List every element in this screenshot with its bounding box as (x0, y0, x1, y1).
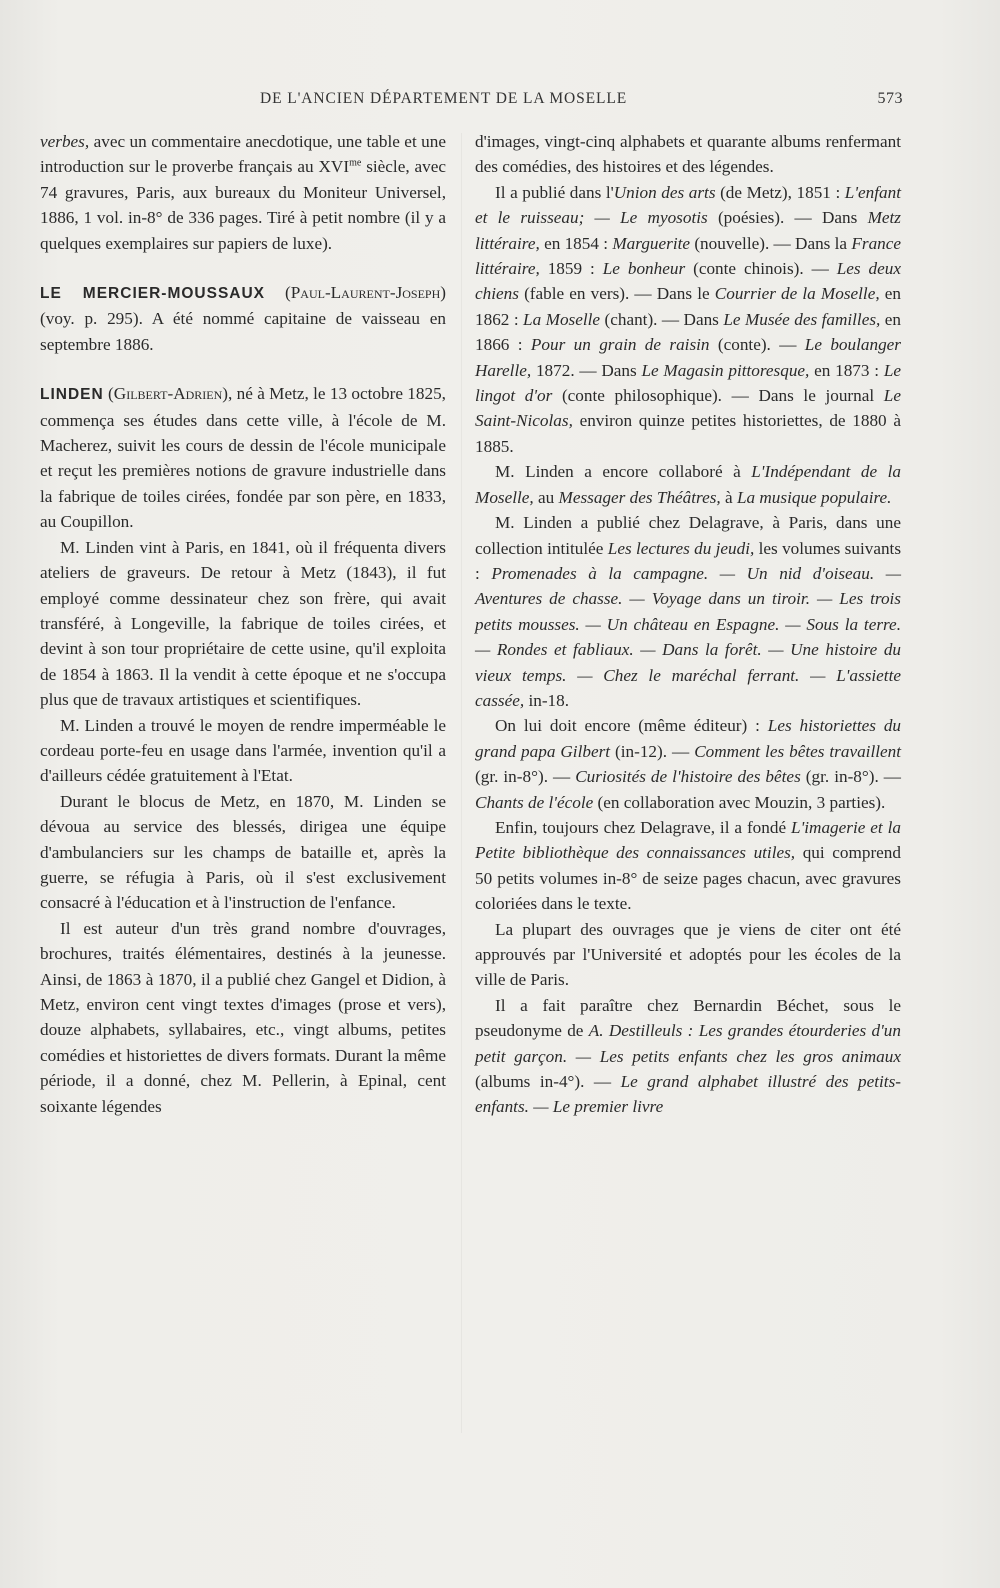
italic-text: Marguerite (612, 233, 691, 253)
paragraph-paris: M. Linden vint à Paris, en 1841, où il fréquenta divers ateliers de graveurs. De retour à Metz (1843), il fut employé comme dessinateur chez son frère, qui avait transféré, à Longeville, la fabrique de toiles cirées, et devint à son tour propriétaire de cette usine, qu'il exploita de 1854 à 1863. Il la vendit à cette époque et ne s'occupa plus que de travaux artistiques et scientifiques. (40, 537, 446, 710)
italic-text: Pour un grain de raisin (530, 335, 710, 355)
text-span: au (533, 487, 559, 507)
entry-name: LINDEN (40, 386, 104, 404)
given-names: Gilbert-Adrien (113, 384, 223, 404)
text-span: en 1866 : (475, 309, 901, 355)
paragraph-bechet (475, 993, 901, 1120)
paragraph-proverbes (40, 129, 446, 256)
text-span: en 1873 : (809, 360, 884, 380)
paragraph-auteur: Il est auteur d'un très grand nombre d'ouvrages, brochures, traités élémentaires, destinés à la jeunesse. Ainsi, de 1863 à 1870, il a publié chez Gangel et Didion, à Metz, environ cent vingt textes d'images (prose et vers), douze alphabets, syllabaires, etc., vingt albums, petites comédies et historiettes de divers formats. Durant la même période, il a donné, chez M. Pellerin, à Epinal, cent soixante légendes (40, 918, 446, 1116)
column-gutter (461, 133, 462, 1433)
text-span: (conte). — (709, 335, 805, 355)
text-span: (nouvelle). — Dans la (690, 233, 852, 253)
running-title: DE L'ANCIEN DÉPARTEMENT DE LA MOSELLE (260, 90, 628, 107)
text-span: (in-12). — (610, 741, 695, 761)
entry-linden (40, 381, 446, 534)
text-span: Il a fait paraître chez Bernardin Béchet, sous le pseudonyme de (475, 995, 901, 1041)
paragraph-continued: d'images, vingt-cinq alphabets et quarante albums renfermant des comédies, des histoires et des légendes. (475, 132, 901, 177)
text-span: (chant). — Dans (600, 309, 724, 329)
text-span: On lui doit encore (même éditeur) : (495, 716, 768, 736)
text-span: (conte philosophique). — Dans le journal (552, 386, 884, 406)
superscript: me (349, 157, 362, 169)
italic-text: L'enfant et le ruisseau; — Le myosotis (475, 182, 901, 228)
italic-text: Les deux chiens (475, 259, 901, 304)
italic-text: Le lingot d'or (475, 360, 901, 406)
paragraph-publications (475, 180, 901, 459)
text-span: ( (265, 283, 291, 303)
italic-text: Messager des Théâtres, (558, 487, 721, 507)
entry-le-mercier-moussaux (40, 280, 446, 357)
italic-text: La Moselle (523, 309, 601, 329)
text-span: (poésies). — Dans (707, 208, 868, 228)
text-span: 1872. — Dans (531, 360, 642, 380)
text-span: (conte chinois). — (685, 259, 837, 279)
text-span: M. Linden a encore collaboré à (495, 462, 752, 482)
italic-text: Union des arts (613, 182, 716, 202)
entry-name: LE MERCIER-MOUSSAUX (40, 285, 266, 303)
text-span: (gr. in-8°). — (475, 767, 576, 787)
italic-text: Le grand alphabet illustré des petits-enfants. — Le premier livre (475, 1072, 901, 1117)
italic-text: Promenades à la campagne. — Un nid d'oiseau. — Aventures de chasse. — Voyage dans un tiroir. — Les trois petits mousses. — Un château en Espagne. — Sous la terre. — Rondes et fabliaux. — Dans la forêt. — Une histoire du vieux temps. — Chez le maréchal ferrant. — L'assiette cassée, (475, 563, 901, 710)
text-span: ) (voy. p. 295). A été nommé capitaine de vaisseau en septembre 1886. (40, 283, 446, 354)
text-span: 1859 : (539, 259, 603, 279)
paragraph-plupart: La plupart des ouvrages que je viens de citer ont été approuvés par l'Université et adoptés pour les écoles de la ville de Paris. (475, 919, 901, 990)
italic-text: Le Saint-Nicolas, (475, 386, 901, 431)
italic-text: Les lectures du jeudi, (607, 538, 755, 558)
italic-text: Curiosités de l'histoire des bêtes (575, 767, 801, 787)
text-span: (gr. in-8°). — (800, 767, 901, 787)
text-span: (fable en vers). — Dans le (518, 284, 715, 304)
italic-text: verbes, (40, 132, 90, 151)
paragraph-collaborations (475, 459, 901, 510)
paragraph-encore (475, 713, 901, 815)
text-span: Il a publié dans l' (495, 182, 614, 202)
italic-text: Le Musée des familles, (723, 309, 881, 329)
given-names: Paul-Laurent-Joseph (290, 283, 441, 303)
italic-text: Le Magasin pittoresque, (641, 360, 810, 380)
text-span: (albums in-4°). — (475, 1072, 621, 1092)
italic-text: France littéraire, (475, 233, 902, 279)
text-span: en 1862 : (475, 284, 901, 329)
page-number: 573 (877, 90, 903, 107)
italic-text: L'imagerie et la Petite bibliothèque des connaissances utiles, (475, 817, 901, 863)
text-span: en 1854 : (539, 233, 613, 253)
left-column (40, 129, 446, 1119)
paragraph-delagrave (475, 510, 901, 713)
italic-text: Metz littéraire, (475, 208, 901, 253)
text-span: avec un commentaire anecdotique, une table et une introduction sur le proverbe français au XVI (40, 132, 446, 177)
paragraph-enfin (475, 815, 901, 917)
italic-text: Le boulanger Harelle, (475, 335, 901, 380)
running-header (40, 90, 903, 112)
text-span: siècle, avec 74 gravures, Paris, aux bureaux du Moniteur Universel, 1886, 1 vol. in-8° de 336 pages. Tiré à petit nombre (il y a quelques exemplaires sur papiers de luxe). (40, 157, 446, 253)
italic-text: Le bonheur (602, 259, 686, 279)
italic-text: L'Indépendant de la Moselle, (475, 462, 901, 507)
italic-text: Chants de l'école (475, 792, 594, 812)
text-span: M. Linden a publié chez Delagrave, à Paris, dans une collection intitulée (475, 513, 901, 558)
italic-text: La musique populaire. (736, 487, 892, 507)
paragraph-cordeau: M. Linden a trouvé le moyen de rendre imperméable le cordeau porte-feu en usage dans l'armée, invention qu'il a d'ailleurs cédée gratuitement à l'Etat. (40, 715, 446, 786)
text-span: (de Metz), 1851 : (715, 182, 845, 202)
text-span: Enfin, toujours chez Delagrave, il a fondé (495, 817, 792, 837)
text-span: (en collaboration avec Mouzin, 3 parties). (593, 792, 886, 812)
text-span: ), né à Metz, le 13 octobre 1825, commença ses études dans cette ville, à l'école de M. Macherez, suivit les cours de dessin de l'école municipale et reçut les premières notions de gravure industrielle dans la fabrique de toiles cirées, fondée par son père, en 1833, au Coupillon. (40, 384, 446, 532)
text-span: ( (103, 384, 114, 404)
text-span: qui comprend 50 petits volumes in-8° de seize pages chacun, avec gravures coloriées dans le texte. (475, 843, 901, 914)
text-span: les volumes suivants : (475, 538, 902, 583)
text-span: environ quinze petites historiettes, de 1880 à 1885. (475, 411, 901, 456)
italic-text: Courrier de la Moselle, (714, 284, 880, 304)
italic-text: Les historiettes du grand papa Gilbert (475, 716, 902, 761)
italic-text: A. Destilleuls : Les grandes étourderies d'un petit garçon. — Les petits enfants chez les gros animaux (475, 1021, 901, 1066)
text-span: à (720, 487, 737, 507)
right-column (475, 129, 901, 1120)
italic-text: Comment les bêtes travaillent (694, 741, 901, 761)
paragraph-blocus: Durant le blocus de Metz, en 1870, M. Linden se dévoua au service des blessés, dirigea une équipe d'ambulanciers sur les champs de bataille et, après la guerre, se réfugia à Paris, où il s'est exclusivement consacré à l'éducation et à l'instruction de l'enfance. (40, 791, 446, 913)
text-span: in-18. (524, 690, 570, 710)
